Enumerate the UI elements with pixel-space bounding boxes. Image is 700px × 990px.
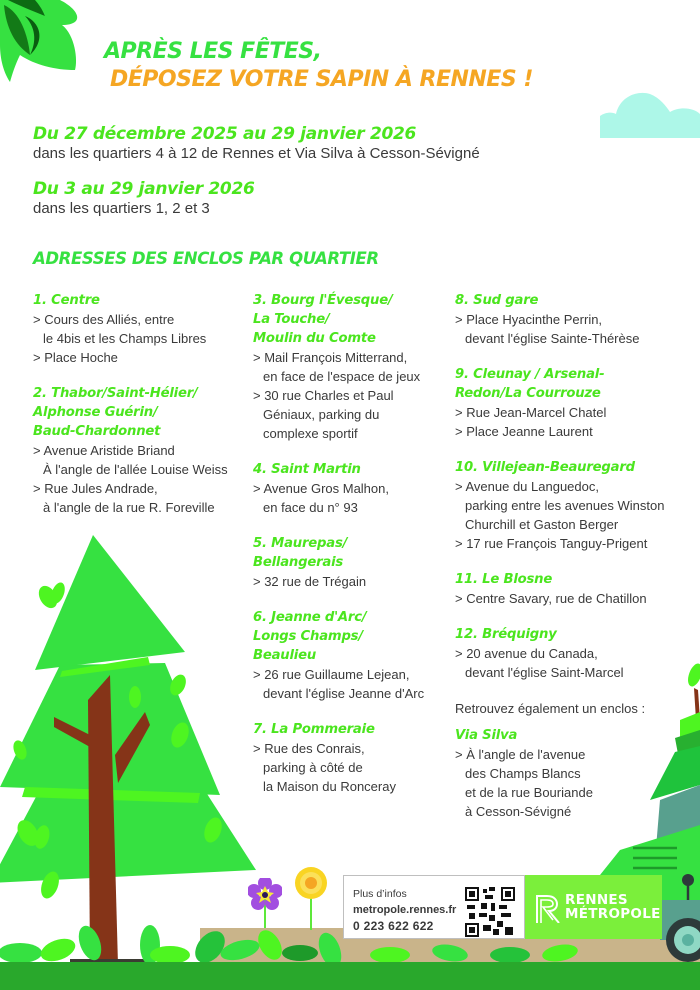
district-name: 8. Sud gare [455, 293, 539, 308]
address: Churchill et Gaston Berger [465, 517, 619, 532]
address: > Centre Savary, rue de Chatillon [455, 591, 647, 606]
district-name: 10. Villejean-Beauregard [455, 460, 635, 475]
district-name: Via Silva [455, 728, 518, 743]
address: À l'angle de l'allée Louise Weiss [43, 462, 228, 477]
address: le 4bis et les Champs Libres [43, 331, 207, 346]
info-box [343, 875, 525, 939]
address: devant l'église Jeanne d'Arc [263, 686, 425, 701]
sunflower-icon [292, 865, 330, 930]
district-name: 2. Thabor/Saint-Hélier/ [33, 386, 198, 401]
address: > 17 rue François Tanguy-Prigent [455, 536, 648, 551]
address: complexe sportif [263, 426, 358, 441]
period-1-scope: dans les quartiers 4 à 12 de Rennes et Via Silva à Cesson-Sévigné [33, 145, 480, 162]
district-name: 12. Bréquigny [455, 627, 557, 642]
address: des Champs Blancs [465, 766, 581, 781]
website-link[interactable]: metropole.rennes.fr [353, 904, 457, 916]
address: > Avenue du Languedoc, [455, 479, 599, 494]
district-1 [33, 291, 248, 367]
address: > Place Hoche [33, 350, 118, 365]
address: en face de l'espace de jeux [263, 369, 421, 384]
district-name: 4. Saint Martin [253, 462, 361, 477]
address: > Mail François Mitterrand, [253, 350, 408, 365]
address: > Rue des Conrais, [253, 741, 365, 756]
title-line-2: DÉPOSEZ VOTRE SAPIN À RENNES ! [110, 67, 533, 92]
district-name: Alphonse Guérin/ [33, 405, 158, 420]
district-5 [253, 534, 443, 591]
address: Géniaux, parking du [263, 407, 380, 422]
district-name: 5. Maurepas/ [253, 536, 348, 551]
address: > Avenue Aristide Briand [33, 443, 175, 458]
district-name: Redon/La Courrouze [455, 386, 601, 401]
district-name: La Touche/ [253, 312, 330, 327]
address: la Maison du Ronceray [263, 779, 396, 794]
logo-line-1: RENNES [565, 892, 628, 908]
address: > 20 avenue du Canada, [455, 646, 598, 661]
period-1 [33, 124, 480, 163]
address: > 32 rue de Trégain [253, 574, 367, 589]
period-2-dates: Du 3 au 29 janvier 2026 [33, 179, 255, 199]
poster-title [104, 38, 533, 94]
column-1 [33, 291, 248, 534]
logo-text [565, 893, 661, 921]
phone-number[interactable]: 0 223 622 622 [353, 919, 434, 933]
address: > Avenue Gros Malhon, [253, 481, 389, 496]
district-name: Bellangerais [253, 555, 344, 570]
district-11 [455, 570, 695, 608]
district-7 [253, 720, 443, 796]
district-4 [253, 460, 443, 517]
info-label: Plus d’infos [353, 888, 407, 900]
also-note: Retrouvez également un enclos : [455, 701, 646, 716]
district-10 [455, 458, 695, 553]
address: > À l'angle de l'avenue [455, 747, 586, 762]
title-line-1: APRÈS LES FÊTES, [104, 39, 322, 64]
purple-flower-icon [248, 878, 282, 928]
address: et de la rue Bouriande [465, 785, 593, 800]
address: devant l'église Sainte-Thérèse [465, 331, 640, 346]
district-3 [253, 291, 443, 443]
address: > 26 rue Guillaume Lejean, [253, 667, 410, 682]
district-name: Baud-Chardonnet [33, 424, 161, 439]
district-name: Moulin du Comte [253, 331, 376, 346]
address: > Rue Jean-Marcel Chatel [455, 405, 607, 420]
district-name: 9. Cleunay / Arsenal- [455, 367, 605, 382]
period-2-scope: dans les quartiers 1, 2 et 3 [33, 200, 210, 217]
address: en face du n° 93 [263, 500, 358, 515]
district-name: Longs Champs/ [253, 629, 363, 644]
district-name: 6. Jeanne d'Arc/ [253, 610, 367, 625]
district-name: 11. Le Blosne [455, 572, 553, 587]
district-name: 7. La Pommeraie [253, 722, 375, 737]
period-1-dates: Du 27 décembre 2025 au 29 janvier 2026 [33, 124, 417, 144]
district-9 [455, 365, 695, 441]
rennes-metropole-logo [525, 875, 662, 939]
address: à l'angle de la rue R. Foreville [43, 500, 215, 515]
leaves-decoration-icon [0, 0, 90, 90]
district-6 [253, 608, 443, 703]
rennes-r-logo-icon [535, 893, 561, 923]
address: > Cours des Alliés, entre [33, 312, 175, 327]
qr-code-icon[interactable] [465, 887, 515, 937]
district-name: 1. Centre [33, 293, 100, 308]
district-name: 3. Bourg l'Évesque/ [253, 293, 393, 308]
address: devant l'église Saint-Marcel [465, 665, 624, 680]
address: parking entre les avenues Winston [465, 498, 665, 513]
district-name: Beaulieu [253, 648, 317, 663]
tree-illustration-icon [0, 525, 260, 965]
address: > Rue Jules Andrade, [33, 481, 158, 496]
ground-strip [0, 962, 700, 990]
address: > Place Jeanne Laurent [455, 424, 593, 439]
district-8 [455, 291, 695, 348]
address: à Cesson-Sévigné [465, 804, 572, 819]
section-title: ADRESSES DES ENCLOS PAR QUARTIER [33, 249, 379, 268]
logo-line-2: MÉTROPOLE [565, 906, 661, 922]
column-2 [253, 291, 443, 813]
cloud-icon [598, 88, 700, 138]
address: > 30 rue Charles et Paul [253, 388, 394, 403]
district-2 [33, 384, 248, 517]
address: parking à côté de [263, 760, 363, 775]
address: > Place Hyacinthe Perrin, [455, 312, 603, 327]
period-2 [33, 179, 255, 218]
